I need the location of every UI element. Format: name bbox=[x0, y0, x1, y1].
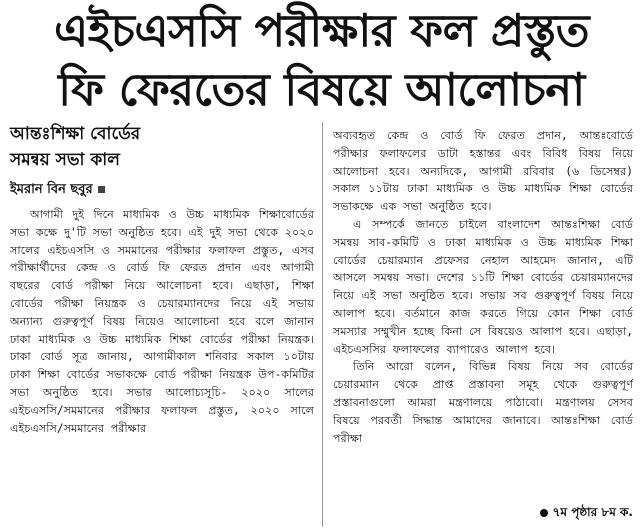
byline bbox=[10, 180, 105, 201]
headline-line-1: এইচএসসি পরীক্ষার ফল প্রস্তুত bbox=[53, 4, 590, 57]
continuation-note bbox=[540, 504, 633, 524]
paragraph: অব্যবহৃত কেন্দ্র ও বোর্ড ফি ফেরত প্রদান, আন্তঃবোর্ডে পরীক্ষার ফলাফলের ডাটা হস্তান্তর এবং বিবিধ বিষয় নিয়ে আলোচনা হবে। অন্যদিকে, আগামী রবিবার (৬ ডিসেম্বর) সকাল ১১টায় ঢাকা মাধ্যমিক ও উচ্চ মাধ্যমিক শিক্ষা বোর্ডের সভাকক্ষে এক সভা অনুষ্ঠিত হবে। bbox=[333, 129, 633, 214]
article-column-1 bbox=[10, 206, 314, 528]
paragraph: আগামী দুই দিনে মাধ্যমিক ও উচ্চ মাধ্যমিক শিক্ষাবোর্ডের সভা কক্ষে দু'টি সভা অনুষ্ঠিত হবে। এই দুই সভা থেকে ২০২০ সালের এইচএসসি ও সমমানের পরীক্ষার ফলাফল প্রস্তুত, এসব পরীক্ষার্থীদের কেন্দ্র ও বোর্ড ফি ফেরত প্রদান এবং আগামী বছরের বোর্ড পরীক্ষা নিয়ে আলোচনা হবে। এছাড়া, শিক্ষা বোর্ডের পরীক্ষা নিয়ন্ত্রক ও চেয়ারম্যানদের নিয়ে এই সভায় অন্যান্য গুরুত্বপূর্ণ বিষয় নিয়েও আলোচনা হবে বলে জানান ঢাকা মাধ্যমিক ও উচ্চ মাধ্যমিক শিক্ষা বোর্ডের পরীক্ষা নিয়ন্ত্রক। ঢাকা বোর্ড সূত্র জানায়, আগামীকাল শনিবার সকাল ১০টায় ঢাকা শিক্ষা বোর্ডের সভাকক্ষে বোর্ড পরীক্ষা নিয়ন্ত্রক উপ-কমিটির সভা অনুষ্ঠিত হবে। সভার আলোচ্যসূচি- ২০২০ সালের এইচএসসি/সমমানের পরীক্ষার ফলাফল প্রস্তুত, ২০২০ সালে এইচএসসি/সমমানের পরীক্ষার bbox=[10, 208, 314, 435]
article-column-2 bbox=[333, 127, 633, 497]
headline-line-2: ফি ফেরতের বিষয়ে আলোচনা bbox=[58, 63, 585, 116]
paragraph: তিনি আরো বলেন, বিভিন্ন বিষয় নিয়ে সব বোর্ডের চেয়ারম্যান থেকে প্রাপ্ত প্রস্তাবনা সমূহ থেকে গুরুত্বপূর্ণ প্রস্তাবনাগুলো আমরা মন্ত্রণালয়ে পাঠাবো। মন্ত্রণালয় সেসব বিষয়ে পরবর্তী সিদ্ধান্ত আমাদের জানাবে। আন্তঃশিক্ষা বোর্ড পরীক্ষা bbox=[333, 360, 633, 445]
byline-author: ইমরান বিন ছবুর bbox=[10, 182, 93, 197]
column-divider bbox=[322, 122, 323, 527]
bullet-dot-icon bbox=[540, 509, 548, 517]
square-bullet-icon bbox=[98, 186, 105, 193]
paragraph: এ সম্পর্কে জানতে চাইলে বাংলাদেশ আন্তঃশিক্ষা বোর্ড সমন্বয় সাব-কমিটি ও ঢাকা মাধ্যমিক ও উচ্চ মাধ্যমিক শিক্ষা বোর্ডের চেয়ারম্যান প্রফেসর নেহাল আহমেদ জানান, এটি আসলে সমন্বয় সভা। দেশের ১১টি শিক্ষা বোর্ডের চেয়ারম্যানদের নিয়ে এই সভা অনুষ্ঠিত হবে। সভায় সব গুরুত্বপূর্ণ বিষয় নিয়ে আলাপ হবে। বর্তমানে কাজ করতে গিয়ে কোন শিক্ষা বোর্ড সমস্যার সম্মুখীন হচ্ছে কিনা সে বিষয়েও আলাপ হবে। এছাড়া, এইচএসসির ফলাফলের ব্যাপারেও আলাপ হবে। bbox=[333, 217, 633, 356]
continuation-text: ৭ম পৃষ্ঠার ৮ম ক. bbox=[552, 505, 633, 519]
subheadline-line-2: সমন্বয় সভা কাল bbox=[10, 150, 120, 170]
subheadline-line-1: আন্তঃশিক্ষা বোর্ডের bbox=[10, 124, 141, 144]
